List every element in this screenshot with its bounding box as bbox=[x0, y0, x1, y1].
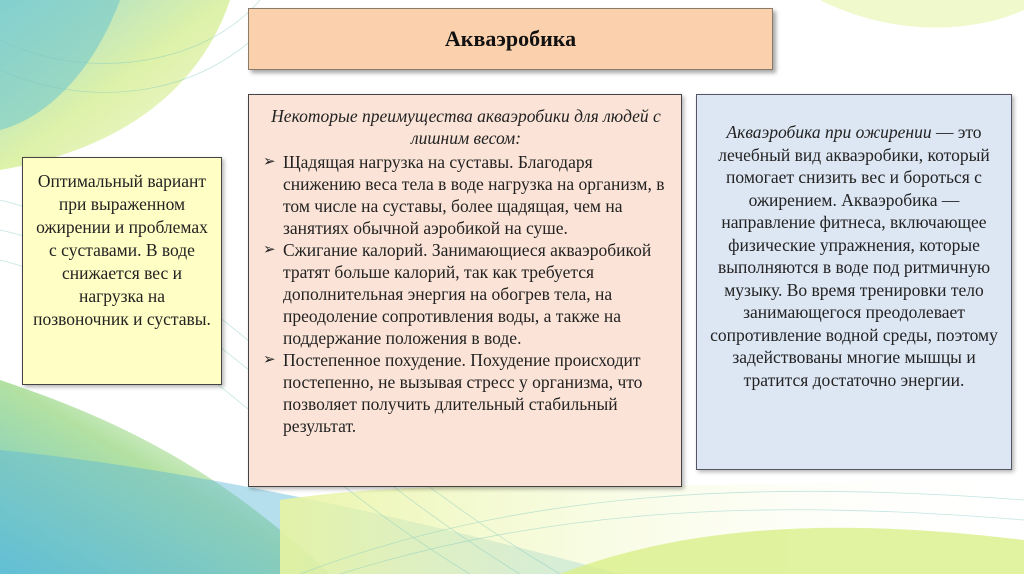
list-item-text: Щадящая нагрузка на суставы. Благодаря снижению веса тела в воде нагрузка на организм, в том числе на суставы, более щадящая, чем на занятиях обычной аэробикой на суше. bbox=[283, 152, 665, 238]
list-item-text: Постепенное похудение. Похудение происходит постепенно, не вызывая стресс у организма, что позволяет получить длительный стабильный результат. bbox=[283, 350, 643, 436]
list-item bbox=[259, 349, 673, 437]
benefits-list bbox=[259, 151, 673, 437]
left-info-box bbox=[22, 157, 222, 385]
benefits-heading: Некоторые преимущества акваэробики для людей с лишним весом: bbox=[271, 106, 661, 148]
slide-title: Акваэробика bbox=[248, 8, 773, 70]
list-item-text: Сжигание калорий. Занимающиеся акваэробикой тратят больше калорий, так как требуется дополнительная энергия на обогрев тела, на преодоление сопротивления воды, а также на поддержание положения в воде. bbox=[283, 240, 652, 348]
list-item bbox=[259, 151, 673, 239]
arrow-bullet-icon: ➢ bbox=[263, 352, 276, 368]
arrow-bullet-icon: ➢ bbox=[263, 154, 276, 170]
definition-lead: Акваэробика при ожирении bbox=[726, 122, 932, 142]
definition-box bbox=[696, 94, 1012, 470]
left-info-text: Оптимальный вариант при выраженном ожирении и проблемах с суставами. В воде снижается вес и нагрузка на позвоночник и суставы. bbox=[33, 171, 211, 329]
arrow-bullet-icon: ➢ bbox=[263, 242, 276, 258]
benefits-box bbox=[248, 94, 682, 487]
definition-text: — это лечебный вид акваэробики, который помогает снизить вес и бороться с ожирением. Акваэробика — направление фитнеса, включающее физические упражнения, которые выполняются в воде под ритмичную музыку. Во время тренировки тело занимающегося преодолевает сопротивление водной среды, поэтому задействованы многие мышцы и тратится достаточно энергии. bbox=[710, 122, 998, 390]
list-item bbox=[259, 239, 673, 349]
